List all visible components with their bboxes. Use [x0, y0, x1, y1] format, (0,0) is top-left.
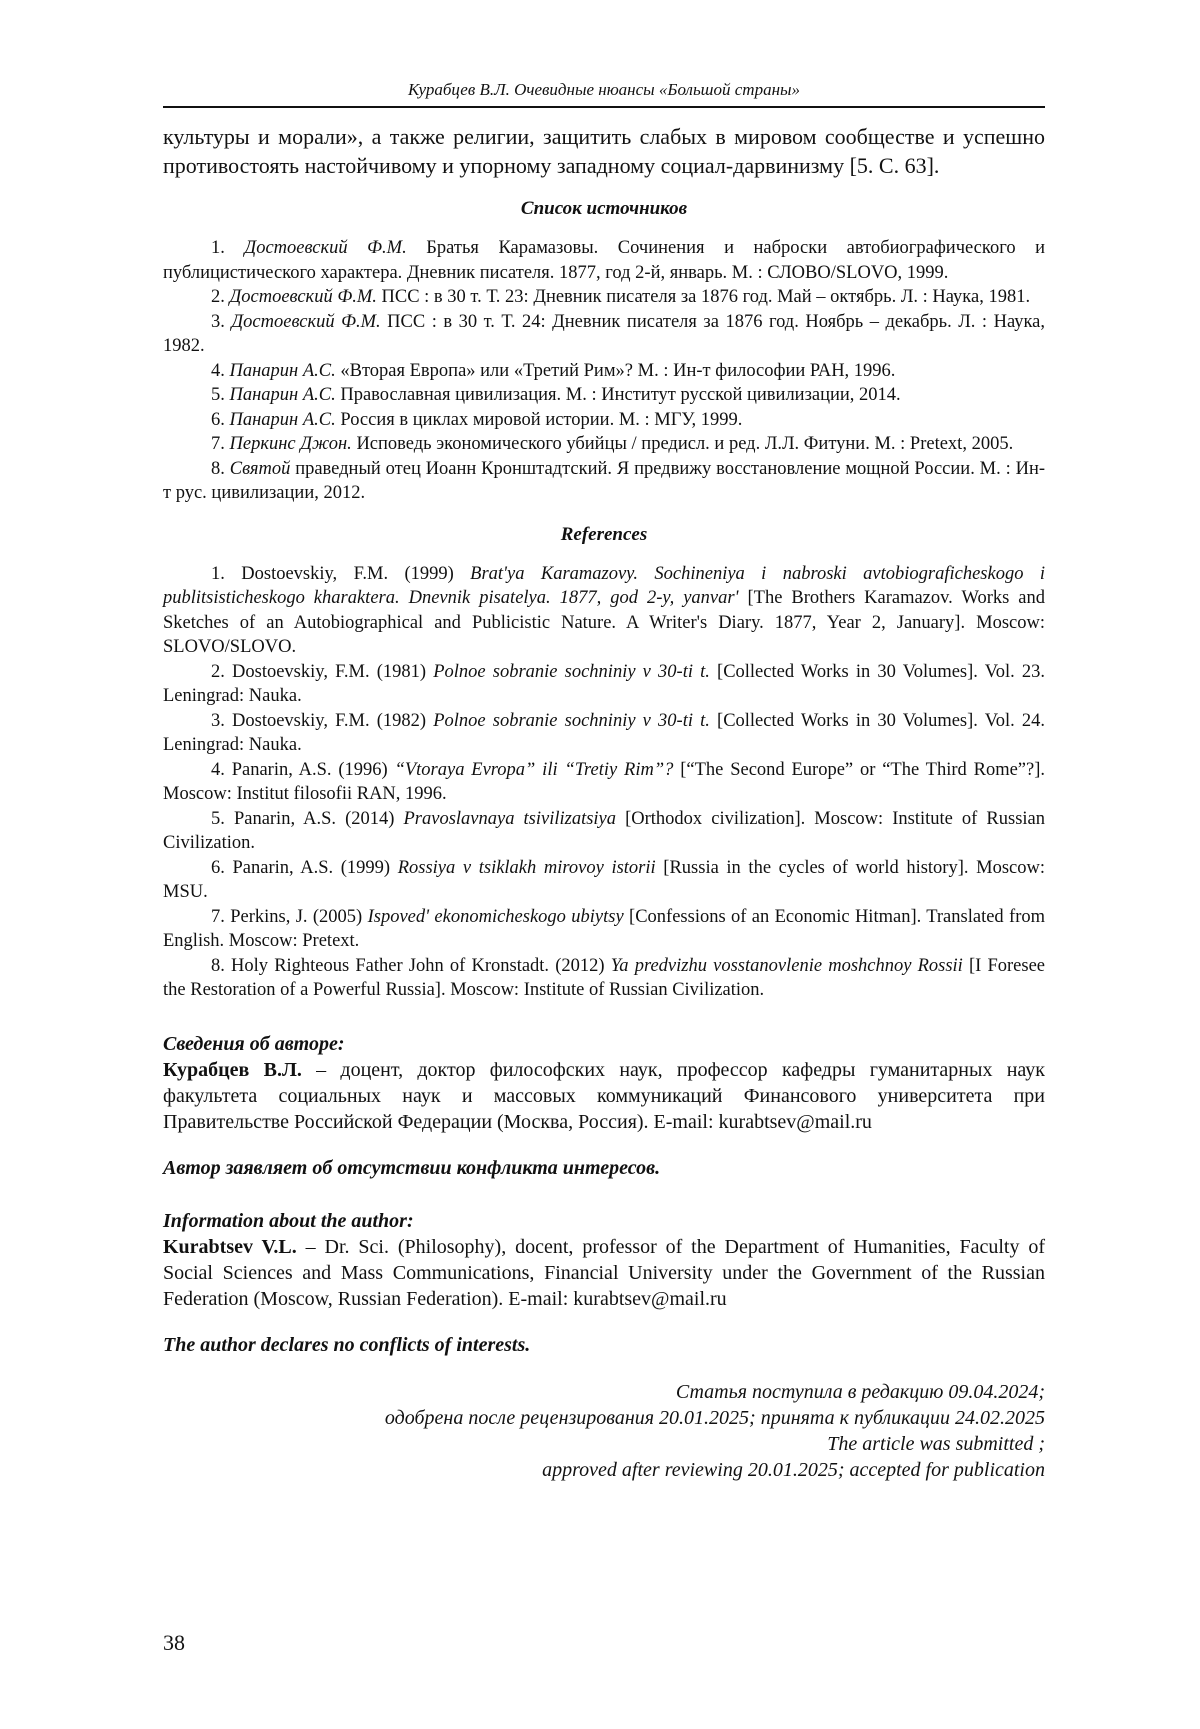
- source-item: 5. Панарин А.С. Православная цивилизация. М. : Институт русской цивилизации, 2014.: [211, 385, 901, 405]
- source-item: 3. Достоевский Ф.М. ПСС : в 30 т. Т. 24: Дневник писателя за 1876 год. Ноябрь – декабрь. Л. : Наука, 1982.: [163, 311, 1046, 356]
- page-body: [163, 80, 1045, 1483]
- reference-item: 4. Panarin, A.S. (1996) “Vtoraya Evropa” ili “Tretiy Rim”? [“The Second Europe” or “The Third Rome”?]. Moscow: Institut filosofii RAN, 1996.: [163, 759, 1046, 804]
- author-name-en: Kurabtsev V.L.: [163, 1235, 297, 1258]
- author-name-ru: Курабцев В.Л.: [163, 1058, 302, 1081]
- source-item: 8. Святой праведный отец Иоанн Кронштадтский. Я предвижу восстановление мощной России. М. : Ин-т рус. цивилизации, 2012.: [163, 458, 1046, 503]
- conflict-statement-en: The author declares no conflicts of interests.: [163, 1333, 531, 1356]
- author-info-en-text: Kurabtsev V.L. – Dr. Sci. (Philosophy), docent, professor of the Department of Humanities, Faculty of Social Sciences and Mass Communications, Financial University under the Government of the Russian Federation (Moscow, Russian Federation). E-mail: kurabtsev@mail.ru: [163, 1235, 1046, 1310]
- source-item: 1. Достоевский Ф.М. Братья Карамазовы. Сочинения и наброски автобиографического и публицистического характера. Дневник писателя. 1877, год 2-й, январь. М. : СЛОВО/SLOVO, 1999.: [163, 238, 1046, 283]
- author-info-ru-heading: Сведения об авторе:: [163, 1032, 345, 1055]
- reference-item: 6. Panarin, A.S. (1999) Rossiya v tsiklakh mirovoy istorii [Russia in the cycles of world history]. Moscow: MSU.: [163, 857, 1045, 902]
- lead-paragraph: культуры и морали», а также религии, защитить слабых в мировом сообществе и успешно противостоять настойчивому и упорному западному социал-дарвинизму [5. С. 63].: [163, 124, 1045, 178]
- reference-item: 7. Perkins, J. (2005) Ispoved' ekonomicheskogo ubiytsy [Confessions of an Economic Hitman]. Translated from English. Moscow: Pretext.: [163, 906, 1045, 951]
- reference-item: 3. Dostoevskiy, F.M. (1982) Polnoe sobranie sochniniy v 30-ti t. [Collected Works in 30 Volumes]. Vol. 24. Leningrad: Nauka.: [163, 710, 1045, 755]
- sources-list: [163, 236, 1045, 506]
- reference-item: 5. Panarin, A.S. (2014) Pravoslavnaya tsivilizatsiya [Orthodox civilization]. Moscow: Institute of Russian Civilization.: [163, 808, 1045, 853]
- author-info-ru: [163, 1031, 1045, 1135]
- author-info-en: [163, 1208, 1045, 1312]
- source-item: 7. Перкинс Джон. Исповедь экономического убийцы / предисл. и ред. Л.Л. Фитуни. М. : Pretext, 2005.: [211, 434, 1014, 454]
- article-dates: [163, 1379, 1045, 1483]
- date-line: approved after reviewing 20.01.2025; accepted for publication: [542, 1458, 1045, 1481]
- date-line: одобрена после рецензирования 20.01.2025; принята к публикации 24.02.2025: [384, 1406, 1045, 1429]
- author-info-en-heading: Information about the author:: [163, 1209, 414, 1232]
- source-item: 6. Панарин А.С. Россия в циклах мировой истории. М. : МГУ, 1999.: [211, 409, 743, 430]
- reference-item: 8. Holy Righteous Father John of Kronstadt. (2012) Ya predvizhu vosstanovlenie moshchnoy Rossii [I Foresee the Restoration of a Powerful Russia]. Moscow: Institute of Russian Civilization.: [163, 955, 1045, 1000]
- running-title: Курабцев В.Л. Очевидные нюансы «Большой страны»: [163, 80, 1045, 108]
- source-item: 2. Достоевский Ф.М. ПСС : в 30 т. Т. 23: Дневник писателя за 1876 год. Май – октябрь. Л. : Наука, 1981.: [211, 287, 1031, 307]
- references-title: References: [560, 523, 648, 545]
- date-line: The article was submitted ;: [827, 1432, 1045, 1455]
- reference-item: 2. Dostoevskiy, F.M. (1981) Polnoe sobranie sochniniy v 30-ti t. [Collected Works in 30 Volumes]. Vol. 23. Leningrad: Nauka.: [163, 661, 1045, 706]
- conflict-statement-ru: Автор заявляет об отсутствии конфликта интересов.: [163, 1156, 661, 1179]
- author-info-ru-text: Курабцев В.Л. – доцент, доктор философских наук, профессор кафедры гуманитарных наук факультета социальных наук и массовых коммуникаций Финансового университета при Правительстве Российской Федерации (Москва, Россия). E-mail: kurabtsev@mail.ru: [163, 1058, 1045, 1133]
- source-item: 4. Панарин А.С. «Вторая Европа» или «Третий Рим»? М. : Ин-т философии РАН, 1996.: [211, 360, 896, 381]
- sources-title: Список источников: [520, 198, 688, 219]
- reference-item: 1. Dostoevskiy, F.M. (1999) Brat'ya Karamazovy. Sochineniya i nabroski avtobiograficheskogo i publitsisticheskogo kharaktera. Dnevnik pisatelya. 1877, god 2-y, yanvar' [The Brothers Karamazov. Works and Sketches of an Autobiographical and Publicistic Nature. A Writer's Diary. 1877, Year 2, January]. Moscow: SLOVO/SLOVO.: [163, 563, 1046, 657]
- page-number: 38: [163, 1630, 185, 1655]
- date-line: Статья поступила в редакцию 09.04.2024;: [675, 1380, 1045, 1403]
- references-list: [163, 562, 1045, 1003]
